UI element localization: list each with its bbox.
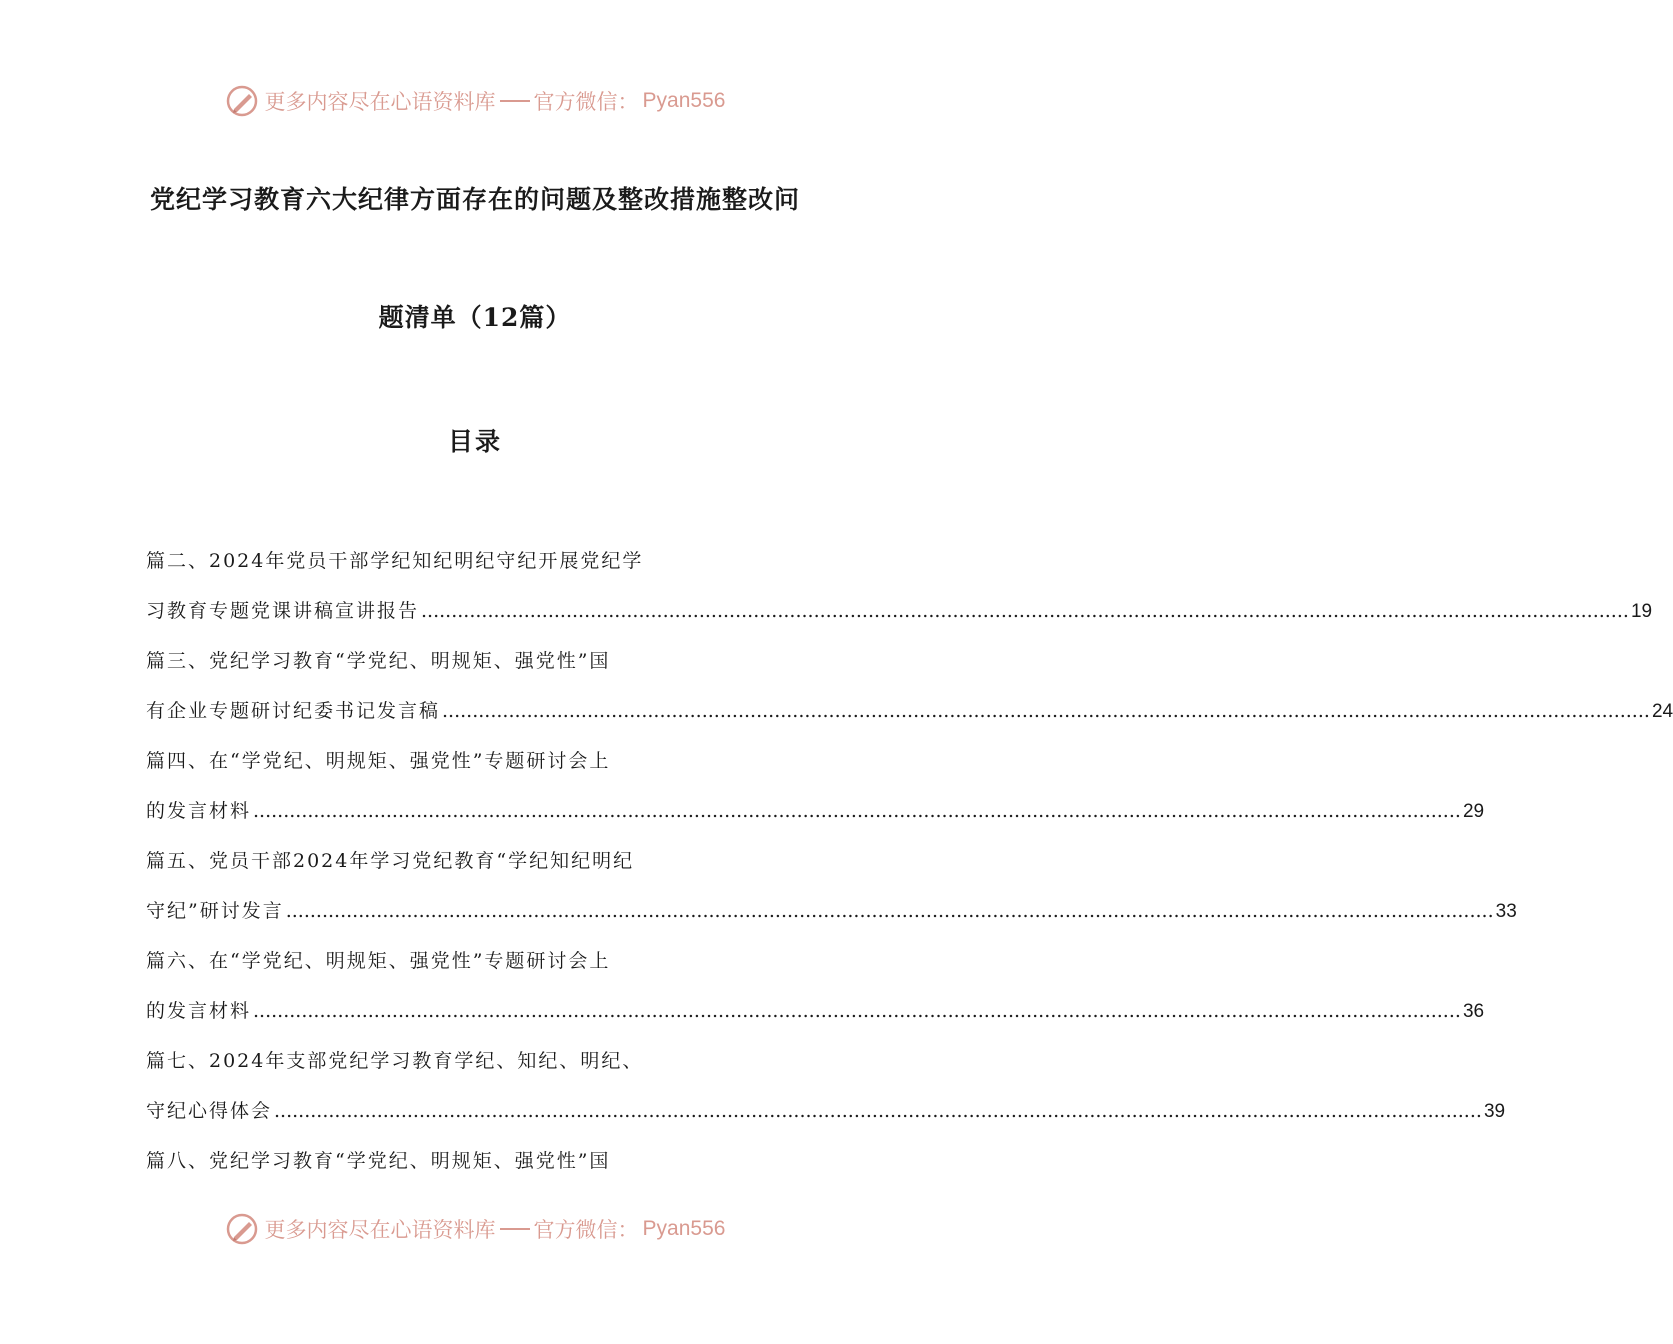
toc-leader-dots: ........................................................................................................................................................................................................ bbox=[253, 800, 1461, 822]
toc-entry-line1: 篇八、党纪学习教育“学党纪、明规矩、强党性”国 bbox=[146, 1150, 611, 1172]
watermark-footer bbox=[0, 1212, 950, 1246]
toc-leader-dots: ........................................................................................................................................................................................................ bbox=[421, 600, 1629, 622]
watermark-dash bbox=[500, 100, 530, 102]
table-of-contents bbox=[146, 536, 1673, 1186]
toc-page-number: 24 bbox=[1651, 701, 1673, 722]
document-title-line-2: 题清单（12篇） bbox=[378, 303, 572, 332]
watermark-dash bbox=[500, 1228, 530, 1230]
toc-entry-line2: 守纪”研讨发言 bbox=[146, 900, 284, 922]
toc-entry-line2: 的发言材料 bbox=[146, 1000, 252, 1022]
toc-entry-line1: 篇三、党纪学习教育“学党纪、明规矩、强党性”国 bbox=[146, 650, 611, 672]
toc-entry[interactable] bbox=[146, 636, 1673, 736]
toc-entry[interactable] bbox=[146, 1136, 718, 1186]
pen-logo-icon bbox=[225, 84, 259, 118]
document-title-line-1: 党纪学习教育六大纪律方面存在的问题及整改措施整改问 bbox=[149, 185, 800, 214]
toc-entry[interactable] bbox=[146, 736, 1485, 836]
toc-page-number: 39 bbox=[1483, 1101, 1506, 1122]
toc-entry[interactable] bbox=[146, 536, 1653, 636]
toc-leader-dots: ........................................................................................................................................................................................................ bbox=[253, 1000, 1461, 1022]
toc-page-number: 33 bbox=[1495, 901, 1517, 922]
toc-entry-line1: 篇二、2024年党员干部学纪知纪明纪守纪开展党纪学 bbox=[146, 550, 644, 572]
toc-entry-line2: 的发言材料 bbox=[146, 800, 252, 822]
watermark-label: 官方微信： bbox=[533, 1218, 639, 1242]
toc-heading: 目录 bbox=[447, 427, 502, 456]
watermark-label: 官方微信： bbox=[533, 90, 639, 114]
toc-page-number: 29 bbox=[1462, 801, 1485, 822]
watermark-id: Pyan556 bbox=[642, 1217, 726, 1240]
watermark-text: 更多内容尽在心语资料库 bbox=[264, 1218, 496, 1242]
toc-entry-line2: 习教育专题党课讲稿宣讲报告 bbox=[146, 600, 420, 622]
toc-entry[interactable] bbox=[146, 836, 1517, 936]
toc-page-number: 36 bbox=[1462, 1001, 1485, 1022]
toc-entry-line1: 篇五、党员干部2024年学习党纪教育“学纪知纪明纪 bbox=[146, 850, 635, 872]
toc-entry-line2: 有企业专题研讨纪委书记发言稿 bbox=[146, 700, 441, 722]
toc-leader-dots: ........................................................................................................................................................................................................ bbox=[285, 900, 1494, 922]
toc-entry[interactable] bbox=[146, 1036, 1506, 1136]
watermark-id: Pyan556 bbox=[642, 89, 726, 112]
pen-logo-icon bbox=[225, 1212, 259, 1246]
watermark-header bbox=[0, 84, 950, 118]
watermark-text: 更多内容尽在心语资料库 bbox=[264, 90, 496, 114]
toc-entry-line1: 篇四、在“学党纪、明规矩、强党性”专题研讨会上 bbox=[146, 750, 611, 772]
toc-entry[interactable] bbox=[146, 936, 1485, 1036]
toc-entry-line1: 篇六、在“学党纪、明规矩、强党性”专题研讨会上 bbox=[146, 950, 611, 972]
toc-entry-line2: 守纪心得体会 bbox=[146, 1100, 273, 1122]
toc-page-number: 19 bbox=[1630, 601, 1653, 622]
toc-leader-dots: ........................................................................................................................................................................................................ bbox=[442, 700, 1650, 722]
toc-entry-line1: 篇七、2024年支部党纪学习教育学纪、知纪、明纪、 bbox=[146, 1050, 644, 1072]
toc-leader-dots: ........................................................................................................................................................................................................ bbox=[274, 1100, 1482, 1122]
